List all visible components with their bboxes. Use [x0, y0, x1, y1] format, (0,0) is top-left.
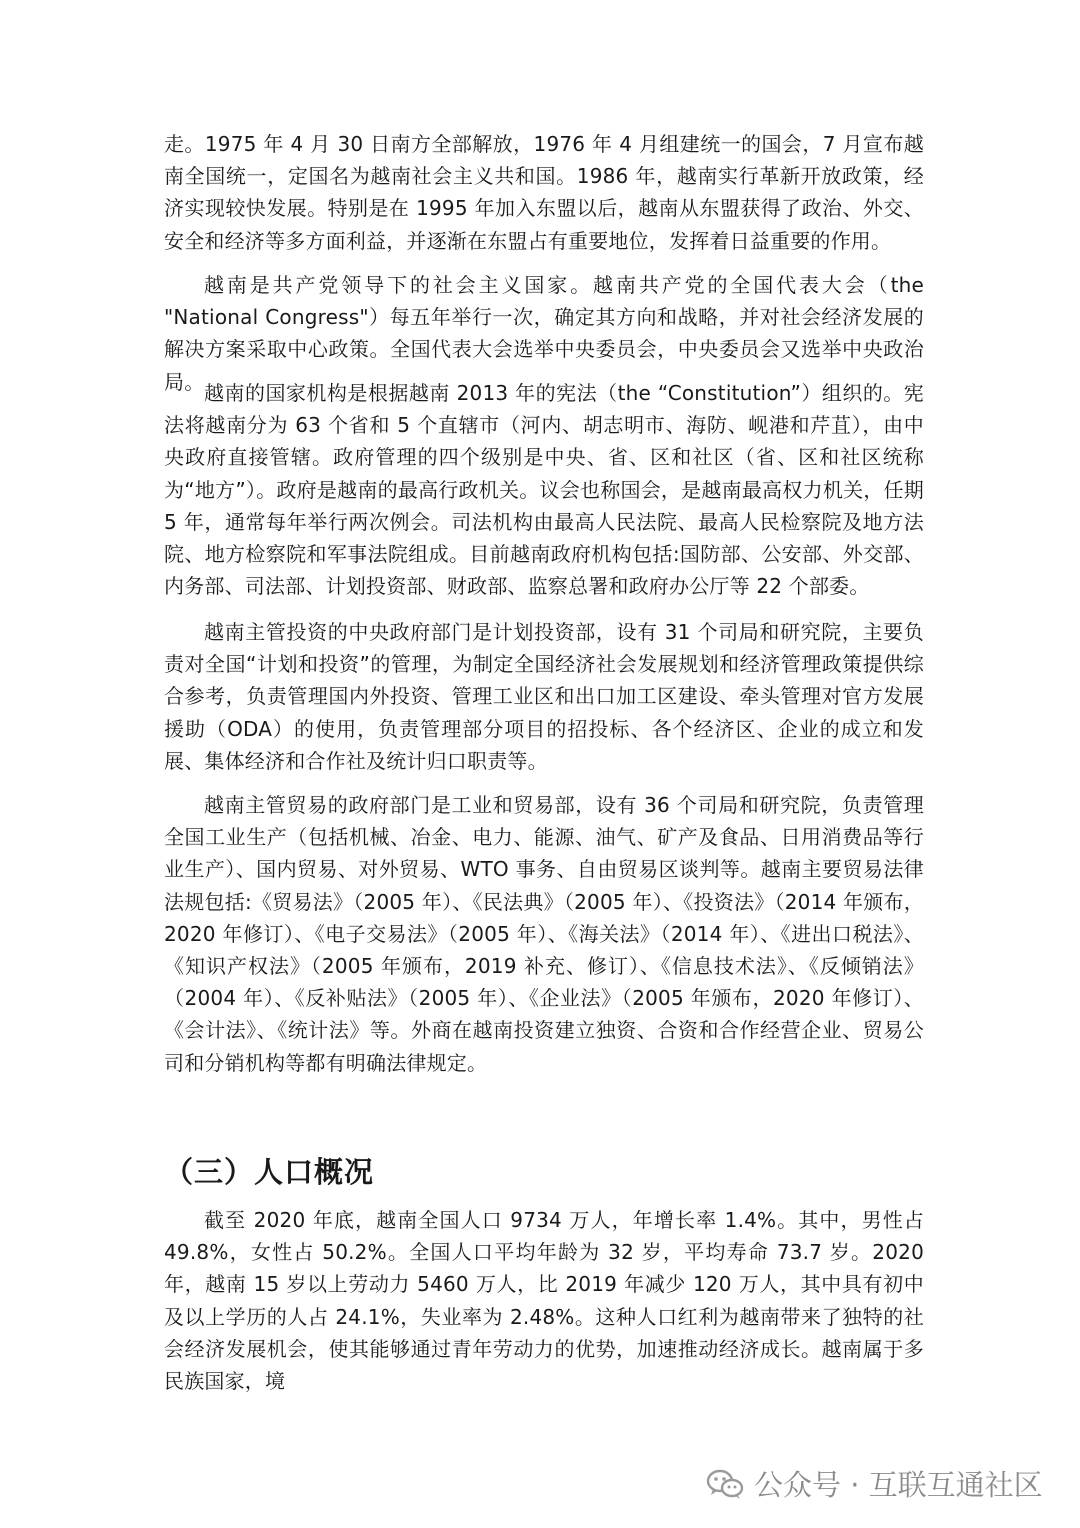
- paragraph-state-institutions: 越南的国家机构是根据越南 2013 年的宪法（the “Constitution”）组织的。宪法将越南分为 63 个省和 5 个直辖市（河内、胡志明市、海防、岘港和芹苴），由中央政府直接管辖。政府管理的四个级别是中央、省、区和社区（省、区和社区统称为“地方”）。政府是越南的最高行政机关。议会也称国会，是越南最高权力机关，任期 5 年，通常每年举行两次例会。司法机构由最高人民法院、最高人民检察院及地方法院、地方检察院和军事法院组成。目前越南政府机构包括:国防部、公安部、外交部、内务部、司法部、计划投资部、财政部、监察总署和政府办公厅等 22 个部委。: [164, 381, 924, 599]
- paragraph-history: 走。1975 年 4 月 30 日南方全部解放，1976 年 4 月组建统一的国会，7 月宣布越南全国统一，定国名为越南社会主义共和国。1986 年，越南实行革新开放政策，经济实现较快发展。特别是在 1995 年加入东盟以后，越南从东盟获得了政治、外交、安全和经济等多方面利益，并逐渐在东盟占有重要地位，发挥着日益重要的作用。: [164, 132, 924, 253]
- paragraph-party-congress: 越南是共产党领导下的社会主义国家。越南共产党的全国代表大会（the "National Congress"）每五年举行一次，确定其方向和战略，并对社会经济发展的解决方案采取中心政策。全国代表大会选举中央委员会，中央委员会又选举中央政治局。: [164, 273, 924, 394]
- section-heading-population: （三）人口概况: [164, 1155, 375, 1189]
- paragraph-trade-ministry: 越南主管贸易的政府部门是工业和贸易部，设有 36 个司局和研究院，负责管理全国工业生产（包括机械、冶金、电力、能源、油气、矿产及食品、日用消费品等行业生产）、国内贸易、对外贸易、WTO 事务、自由贸易区谈判等。越南主要贸易法律法规包括:《贸易法》（2005 年）、《民法典》（2005 年）、《投资法》（2014 年颁布，2020 年修订）、《电子交易法》（2005 年）、《海关法》（2014 年）、《进出口税法》、《知识产权法》（2005 年颁布，2019 补充、修订）、《信息技术法》、《反倾销法》（2004 年）、《反补贴法》（2005 年）、《企业法》（2005 年颁布，2020 年修订）、《会计法》、《统计法》等。外商在越南投资建立独资、合资和合作经营企业、贸易公司和分销机构等都有明确法律规定。: [164, 793, 924, 1075]
- watermark: [706, 1463, 1043, 1504]
- wechat-icon: [706, 1468, 744, 1500]
- paragraph-investment-ministry: 越南主管投资的中央政府部门是计划投资部，设有 31 个司局和研究院，主要负责对全国“计划和投资”的管理，为制定全国经济社会发展规划和经济管理政策提供综合参考，负责管理国内外投资、管理工业区和出口加工区建设、牵头管理对官方发展援助（ODA）的使用，负责管理部分项目的招投标、各个经济区、企业的成立和发展、集体经济和合作社及统计归口职责等。: [164, 620, 924, 773]
- paragraph-population: 截至 2020 年底，越南全国人口 9734 万人，年增长率 1.4%。其中，男性占 49.8%，女性占 50.2%。全国人口平均年龄为 32 岁，平均寿命 73.7 岁。2020 年，越南 15 岁以上劳动力 5460 万人，比 2019 年减少 120 万人，其中具有初中及以上学历的人占 24.1%，失业率为 2.48%。这种人口红利为越南带来了独特的社会经济发展机会，使其能够通过青年劳动力的优势，加速推动经济成长。越南属于多民族国家，境: [164, 1208, 924, 1394]
- watermark-text: 公众号 · 互联互通社区: [754, 1468, 1043, 1502]
